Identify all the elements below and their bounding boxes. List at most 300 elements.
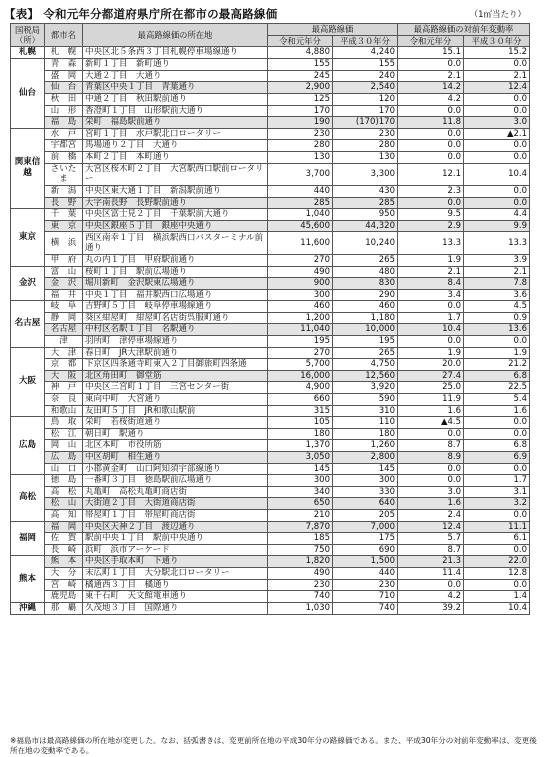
reiwa-change-cell: 13.3 [398,232,464,255]
location-cell: 本町２丁目 本町通り [83,151,268,163]
heisei-change-cell: 0.0 [464,105,530,117]
reiwa-price-cell: 1,820 [268,556,333,568]
heisei-price-cell: 145 [333,463,398,475]
heisei-change-cell: 4.5 [464,301,530,313]
table-row [11,521,530,533]
reiwa-price-cell: 740 [268,591,333,603]
heisei-price-cell: 290 [333,289,398,301]
heisei-change-cell: 22.5 [464,382,530,394]
table-row [11,359,530,371]
table-row [11,509,530,521]
city-cell: 静 岡 [45,312,83,324]
city-cell: 青 森 [45,59,83,71]
location-cell: 東千石町 天文館電車通り [83,591,268,603]
heisei-change-cell: 0.0 [464,93,530,105]
heisei-change-cell: 0.0 [464,336,530,348]
table-row [11,151,530,163]
reiwa-price-cell: 7,870 [268,521,333,533]
reiwa-price-cell: 185 [268,533,333,545]
heisei-change-cell: 11.1 [464,521,530,533]
reiwa-price-cell: 900 [268,278,333,290]
reiwa-change-cell: 1.6 [398,405,464,417]
reiwa-change-cell: 11.9 [398,394,464,406]
heisei-price-cell: 180 [333,428,398,440]
location-cell: 中通２丁目 秋田駅前通り [83,93,268,105]
heisei-price-cell: 265 [333,347,398,359]
table-row [11,394,530,406]
table-row [11,533,530,545]
heisei-price-cell: 330 [333,486,398,498]
city-cell: 神 戸 [45,382,83,394]
location-cell: 北区本町 市役所筋 [83,440,268,452]
location-cell: 大宮区桜木町２丁目 大宮駅西口駅前ロータリー [83,163,268,186]
table-row [11,556,530,568]
header-location: 最高路線価の所在地 [83,24,268,47]
reiwa-price-cell: 1,370 [268,440,333,452]
reiwa-price-cell: 230 [268,579,333,591]
heisei-change-cell: 21.2 [464,359,530,371]
reiwa-change-cell: 2.1 [398,70,464,82]
heisei-price-cell: 230 [333,128,398,140]
heisei-price-cell: 2,800 [333,452,398,464]
heisei-change-cell: 2.1 [464,266,530,278]
table-row [11,254,530,266]
reiwa-price-cell: 11,040 [268,324,333,336]
reiwa-price-cell: 4,900 [268,382,333,394]
heisei-price-cell: 1,260 [333,440,398,452]
city-cell: 福 島 [45,117,83,129]
heisei-price-cell: 175 [333,533,398,545]
heisei-price-cell: 640 [333,498,398,510]
city-cell: 福 岡 [45,521,83,533]
location-cell: 大街道２丁目 大街道商店街 [83,498,268,510]
table-row [11,301,530,313]
heisei-price-cell: 205 [333,509,398,521]
reiwa-change-cell: 5.7 [398,533,464,545]
reiwa-change-cell: 8.9 [398,452,464,464]
location-cell: 中央区北５条西３丁目札幌停車場線通り [83,47,268,59]
table-row [11,498,530,510]
heisei-price-cell: 3,920 [333,382,398,394]
header-bureau: 国税局（所） [11,24,45,47]
location-cell: 中村区名駅１丁目 名駅通り [83,324,268,336]
table-row [11,452,530,464]
reiwa-change-cell: 2.9 [398,220,464,232]
table-row [11,209,530,221]
reiwa-change-cell: 8.7 [398,544,464,556]
heisei-change-cell: 9.9 [464,220,530,232]
header-price-group: 最高路線価 [268,24,398,36]
reiwa-change-cell: 12.4 [398,521,464,533]
city-cell: 佐 賀 [45,533,83,545]
location-cell: 一番町３丁目 徳島駅前広場通り [83,475,268,487]
bureau-cell: 金沢 [11,266,45,301]
bureau-cell: 東京 [11,209,45,266]
heisei-change-cell: 0.0 [464,417,530,429]
city-cell: 盛 岡 [45,70,83,82]
city-cell: 宮 崎 [45,579,83,591]
bureau-cell: 名古屋 [11,301,45,347]
location-cell: 新町１丁目 新町通り [83,59,268,71]
reiwa-price-cell: 340 [268,486,333,498]
reiwa-change-cell: 0.0 [398,151,464,163]
location-cell: 吉野町５丁目 岐阜停車場線通り [83,301,268,313]
table-row [11,59,530,71]
heisei-price-cell: 830 [333,278,398,290]
heisei-price-cell: 195 [333,336,398,348]
location-cell: 大字南長野 長野駅前通り [83,197,268,209]
table-row [11,197,530,209]
city-cell: 鳥 取 [45,417,83,429]
heisei-price-cell: 265 [333,254,398,266]
location-cell: 青葉区中央１丁目 青葉通り [83,82,268,94]
heisei-price-cell: 710 [333,591,398,603]
location-cell: 中央区天神２丁目 渡辺通り [83,521,268,533]
reiwa-change-cell: 0.0 [398,463,464,475]
reiwa-change-cell: 0.0 [398,336,464,348]
reiwa-change-cell: 1.6 [398,498,464,510]
location-cell: 大通２丁目 大通り [83,70,268,82]
heisei-change-cell: 6.1 [464,533,530,545]
heisei-price-cell: 10,000 [333,324,398,336]
city-cell: 新 潟 [45,186,83,198]
heisei-change-cell: 3.6 [464,289,530,301]
page-title: 【表】 令和元年分都道府県庁所在都市の最高路線価 [4,7,278,21]
heisei-change-cell: 13.6 [464,324,530,336]
bureau-cell: 高松 [11,475,45,521]
location-cell: 香澄町１丁目 山形駅前大通り [83,105,268,117]
reiwa-price-cell: 210 [268,509,333,521]
table-row [11,82,530,94]
price-table [10,23,530,615]
location-cell: 丸の内１丁目 甲府駅前通り [83,254,268,266]
heisei-price-cell: 950 [333,209,398,221]
city-cell: 熊 本 [45,556,83,568]
city-cell: 高 知 [45,509,83,521]
heisei-change-cell: 1.9 [464,347,530,359]
city-cell: 札 幌 [45,47,83,59]
heisei-price-cell: 285 [333,197,398,209]
reiwa-price-cell: 300 [268,289,333,301]
reiwa-price-cell: 130 [268,151,333,163]
table-row [11,486,530,498]
location-cell: 馬場通り２丁目 大通り [83,140,268,152]
city-cell: 高 松 [45,486,83,498]
reiwa-change-cell: 20.0 [398,359,464,371]
table-row [11,382,530,394]
heisei-price-cell: 230 [333,579,398,591]
location-cell: 栄町 福島駅前通り [83,117,268,129]
city-cell: 秋 田 [45,93,83,105]
city-cell: 松 山 [45,498,83,510]
heisei-change-cell: 0.0 [464,579,530,591]
heisei-price-cell: 120 [333,93,398,105]
heisei-price-cell: 12,560 [333,370,398,382]
reiwa-price-cell: 4,880 [268,47,333,59]
reiwa-price-cell: 270 [268,254,333,266]
city-cell: 津 [45,336,83,348]
reiwa-price-cell: 3,050 [268,452,333,464]
table-row [11,544,530,556]
reiwa-price-cell: 460 [268,301,333,313]
heisei-change-cell: 0.0 [464,544,530,556]
heisei-price-cell: 590 [333,394,398,406]
heisei-price-cell: 4,240 [333,47,398,59]
reiwa-change-cell: 1.9 [398,254,464,266]
city-cell: 山 形 [45,105,83,117]
city-cell: 宇都宮 [45,140,83,152]
heisei-change-cell: 3.9 [464,254,530,266]
reiwa-price-cell: 285 [268,197,333,209]
location-cell: 葵区紺屋町 紺屋町名店街呉服町通り [83,312,268,324]
city-cell: 奈 良 [45,394,83,406]
table-row [11,163,530,186]
reiwa-change-cell: 2.4 [398,509,464,521]
city-cell: 大 津 [45,347,83,359]
location-cell: 堀川新町 金沢駅東広場通り [83,278,268,290]
heisei-change-cell: 0.0 [464,428,530,440]
heisei-change-cell: 12.4 [464,82,530,94]
city-cell: 前 橋 [45,151,83,163]
city-cell: 松 江 [45,428,83,440]
city-cell: 京 都 [45,359,83,371]
heisei-change-cell: 10.4 [464,163,530,186]
header-heisei-price: 平成３０年分 [333,35,398,47]
location-cell: 中央区東大通１丁目 新潟駅前通り [83,186,268,198]
heisei-change-cell: 1.7 [464,475,530,487]
reiwa-change-cell: 8.4 [398,278,464,290]
heisei-change-cell: 3.0 [464,117,530,129]
heisei-price-cell: 310 [333,405,398,417]
heisei-price-cell: 280 [333,140,398,152]
reiwa-price-cell: 16,000 [268,370,333,382]
bureau-cell: 札幌 [11,47,45,59]
table-row [11,47,530,59]
city-cell: さいたま [45,163,83,186]
location-cell: 友田町５丁目 JR和歌山駅前 [83,405,268,417]
city-cell: 和歌山 [45,405,83,417]
heisei-change-cell: 0.0 [464,197,530,209]
location-cell: 浜町 浜市アーケード [83,544,268,556]
header-city: 都市名 [45,24,83,47]
reiwa-change-cell: 0.0 [398,579,464,591]
table-row [11,140,530,152]
reiwa-change-cell: 11.8 [398,117,464,129]
reiwa-price-cell: 315 [268,405,333,417]
heisei-change-cell: 1.4 [464,591,530,603]
reiwa-price-cell: 5,700 [268,359,333,371]
reiwa-price-cell: 2,900 [268,82,333,94]
city-cell: 大 分 [45,567,83,579]
table-row [11,475,530,487]
heisei-change-cell: 4.4 [464,209,530,221]
heisei-change-cell: 15.2 [464,47,530,59]
location-cell: 朝日町 駅通り [83,428,268,440]
reiwa-price-cell: 490 [268,266,333,278]
location-cell: 丸亀町 高松丸亀町商店街 [83,486,268,498]
footnote: ※福島市は最高路線価の所在地が変更した。なお、括弧書きは、変更前所在地の平成30年分の路線価である。また、平成30年分の対前年変動率は、変更後所在地の変動率である。 [10,736,537,755]
table-row [11,128,530,140]
bureau-cell: 仙台 [11,59,45,129]
reiwa-change-cell: 1.7 [398,312,464,324]
city-cell: 甲 府 [45,254,83,266]
heisei-price-cell: 1,500 [333,556,398,568]
location-cell: 中央区手取本町 下通り [83,556,268,568]
table-row [11,220,530,232]
heisei-price-cell: 440 [333,567,398,579]
table-row [11,289,530,301]
heisei-change-cell: 0.0 [464,463,530,475]
table-body [11,47,530,615]
reiwa-change-cell: 0.0 [398,197,464,209]
city-cell: 富 山 [45,266,83,278]
heisei-price-cell: 460 [333,301,398,313]
heisei-price-cell: 480 [333,266,398,278]
reiwa-price-cell: 125 [268,93,333,105]
reiwa-change-cell: 4.2 [398,591,464,603]
heisei-change-cell: ▲2.1 [464,128,530,140]
table-row [11,266,530,278]
location-cell: 中区胡町 相生通り [83,452,268,464]
header-reiwa-price: 令和元年分 [268,35,333,47]
heisei-price-cell: 130 [333,151,398,163]
table-row [11,428,530,440]
reiwa-change-cell: 0.0 [398,428,464,440]
city-cell: 那 覇 [45,602,83,614]
reiwa-change-cell: 39.2 [398,602,464,614]
table-row [11,579,530,591]
reiwa-price-cell: 145 [268,463,333,475]
heisei-change-cell: 0.9 [464,312,530,324]
heisei-change-cell: 6.8 [464,370,530,382]
heisei-price-cell: 430 [333,186,398,198]
table-row [11,405,530,417]
city-cell: 福 井 [45,289,83,301]
heisei-change-cell: 0.0 [464,140,530,152]
heisei-change-cell: 5.4 [464,394,530,406]
heisei-price-cell: 690 [333,544,398,556]
heisei-price-cell: 44,320 [333,220,398,232]
city-cell: 長 崎 [45,544,83,556]
location-cell: 下京区四条通寺町東入２丁目御旅町四条通 [83,359,268,371]
location-cell: 中央区三宮町１丁目 三宮センター街 [83,382,268,394]
table-row [11,417,530,429]
reiwa-price-cell: 180 [268,428,333,440]
reiwa-change-cell: 4.2 [398,93,464,105]
city-cell: 岡 山 [45,440,83,452]
location-cell: 中央区銀座５丁目 銀座中央通り [83,220,268,232]
location-cell: 末広町１丁目 大分駅北口ロータリー [83,567,268,579]
location-cell: 駅前中央１丁目 駅前中央通り [83,533,268,545]
reiwa-change-cell: 14.2 [398,82,464,94]
reiwa-change-cell: 15.1 [398,47,464,59]
heisei-change-cell: 3.2 [464,498,530,510]
location-cell: 西区南幸１丁目 横浜駅西口バスターミナル前通り [83,232,268,255]
table-row [11,370,530,382]
location-cell: 帯屋町１丁目 帯屋町商店街 [83,509,268,521]
bureau-cell: 関東信越 [11,128,45,208]
bureau-cell: 福岡 [11,521,45,556]
heisei-change-cell: 22.0 [464,556,530,568]
bureau-cell: 熊本 [11,556,45,602]
heisei-change-cell: 1.6 [464,405,530,417]
reiwa-price-cell: 190 [268,117,333,129]
city-cell: 徳 島 [45,475,83,487]
heisei-change-cell: 0.0 [464,151,530,163]
reiwa-change-cell: 12.1 [398,163,464,186]
table-row [11,117,530,129]
heisei-price-cell: 2,540 [333,82,398,94]
reiwa-change-cell: 0.0 [398,128,464,140]
reiwa-change-cell: 27.4 [398,370,464,382]
bureau-cell: 広島 [11,417,45,475]
reiwa-price-cell: 170 [268,105,333,117]
location-cell: 栄町 若桜街道通り [83,417,268,429]
reiwa-price-cell: 440 [268,186,333,198]
header-reiwa-change: 令和元年分 [398,35,464,47]
city-cell: 名古屋 [45,324,83,336]
reiwa-change-cell: 1.9 [398,347,464,359]
heisei-price-cell: 7,000 [333,521,398,533]
city-cell: 横 浜 [45,232,83,255]
reiwa-change-cell: 3.0 [398,486,464,498]
heisei-change-cell: 0.0 [464,59,530,71]
city-cell: 大 阪 [45,370,83,382]
city-cell: 千 葉 [45,209,83,221]
reiwa-price-cell: 11,600 [268,232,333,255]
reiwa-change-cell: 21.3 [398,556,464,568]
reiwa-price-cell: 1,040 [268,209,333,221]
unit-note: （1㎡当たり） [469,10,526,20]
reiwa-price-cell: 300 [268,475,333,487]
heisei-change-cell: 0.0 [464,509,530,521]
heisei-price-cell: 300 [333,475,398,487]
reiwa-change-cell: 3.4 [398,289,464,301]
reiwa-price-cell: 3,700 [268,163,333,186]
reiwa-price-cell: 45,600 [268,220,333,232]
location-cell: 桜町１丁目 駅前広場通り [83,266,268,278]
reiwa-change-cell: 0.0 [398,105,464,117]
reiwa-change-cell: 2.1 [398,266,464,278]
table-row [11,186,530,198]
heisei-change-cell: 6.8 [464,440,530,452]
table-row [11,232,530,255]
heisei-price-cell: 10,240 [333,232,398,255]
heisei-price-cell: 155 [333,59,398,71]
reiwa-price-cell: 750 [268,544,333,556]
location-cell: 中央１丁目 福井駅西口広場通り [83,289,268,301]
reiwa-price-cell: 195 [268,336,333,348]
reiwa-change-cell: 25.0 [398,382,464,394]
city-cell: 水 戸 [45,128,83,140]
city-cell: 仙 台 [45,82,83,94]
reiwa-change-cell: 10.4 [398,324,464,336]
table-row [11,440,530,452]
location-cell: 小郡黄金町 山口阿知須宇部線通り [83,463,268,475]
heisei-price-cell: 110 [333,417,398,429]
reiwa-change-cell: 0.0 [398,475,464,487]
reiwa-change-cell: 0.0 [398,140,464,152]
heisei-change-cell: 12.8 [464,567,530,579]
table-row [11,312,530,324]
reiwa-price-cell: 650 [268,498,333,510]
heisei-change-cell: 10.4 [464,602,530,614]
header-heisei-change: 平成３０年分 [464,35,530,47]
table-row [11,463,530,475]
heisei-change-cell: 6.9 [464,452,530,464]
reiwa-price-cell: 490 [268,567,333,579]
reiwa-price-cell: 105 [268,417,333,429]
